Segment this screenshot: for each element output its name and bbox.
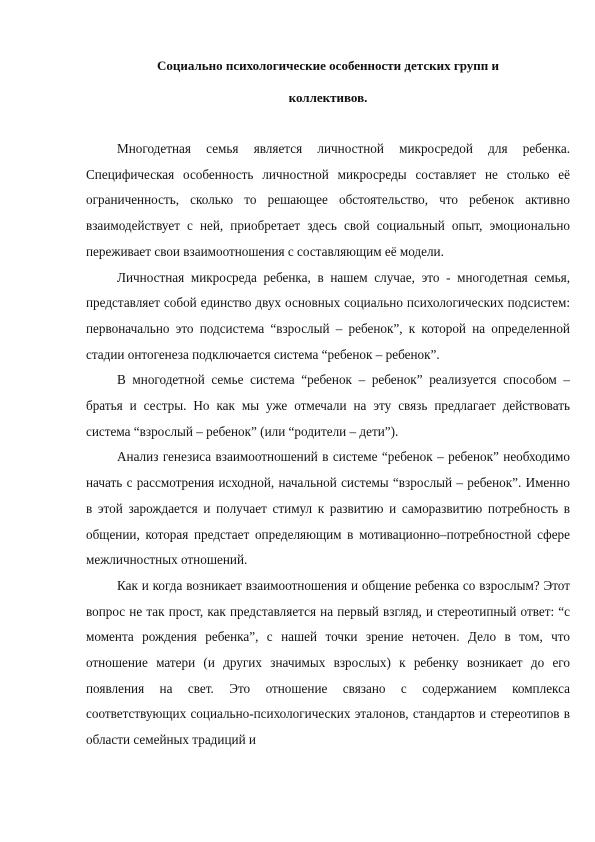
paragraph-1: Многодетная семья является личностной микросредой для ребенка. Специфическая особенность личностной микросреды составляет не столько её ограниченность, сколько то решающее обстоятельство, что ребенок активно взаимодействует с ней, приобретает здесь свой социальный опыт, эмоционально переживает свои взаимоотношения с составляющим её модели. xyxy=(86,141,570,259)
paragraph-2: Личностная микросреда ребенка, в нашем случае, это - многодетная семья, представляет собой единство двух основных социально психологических подсистем: первоначально это подсистема “взрослый – ребенок”, к которой на определенной стадии онтогенеза подключается система “ребенок – ребенок”. xyxy=(86,269,570,362)
document-title-line-1: Социально психологические особенности детских групп и xyxy=(156,58,499,73)
paragraph-5: Как и когда возникает взаимоотношения и общение ребенка со взрослым? Этот вопрос не так прост, как представляется на первый взгляд, и стереотипный ответ: “с момента рождения ребенка”, с нашей точки зрение неточен. Дело в том, что отношение матери (и других значимых взрослых) к ребенку возникает до его появления на свет. Это отношение связано с содержанием комплекса соответствующих социально-психологических эталонов, стандартов и стереотипов в области семейных традиций и xyxy=(86,577,570,748)
paragraph-3: В многодетной семье система “ребенок – ребенок” реализуется способом – братья и сестры. Но как мы уже отмечали на эту связь предлагает действовать система “взрослый – ребенок” (или “родители – дети”). xyxy=(86,372,570,439)
paragraph-4: Анализ генезиса взаимоотношений в системе “ребенок – ребенок” необходимо начать с рассмотрения исходной, начальной системы “взрослый – ребенок”. Именно в этой зарождается и получает стимул к развитию и саморазвитию потребность в общении, которая предстает определяющим в мотивационно–потребностной сфере межличностных отношений. xyxy=(86,449,570,568)
document-title-line-2: коллективов. xyxy=(288,90,368,105)
document-body xyxy=(86,136,570,753)
